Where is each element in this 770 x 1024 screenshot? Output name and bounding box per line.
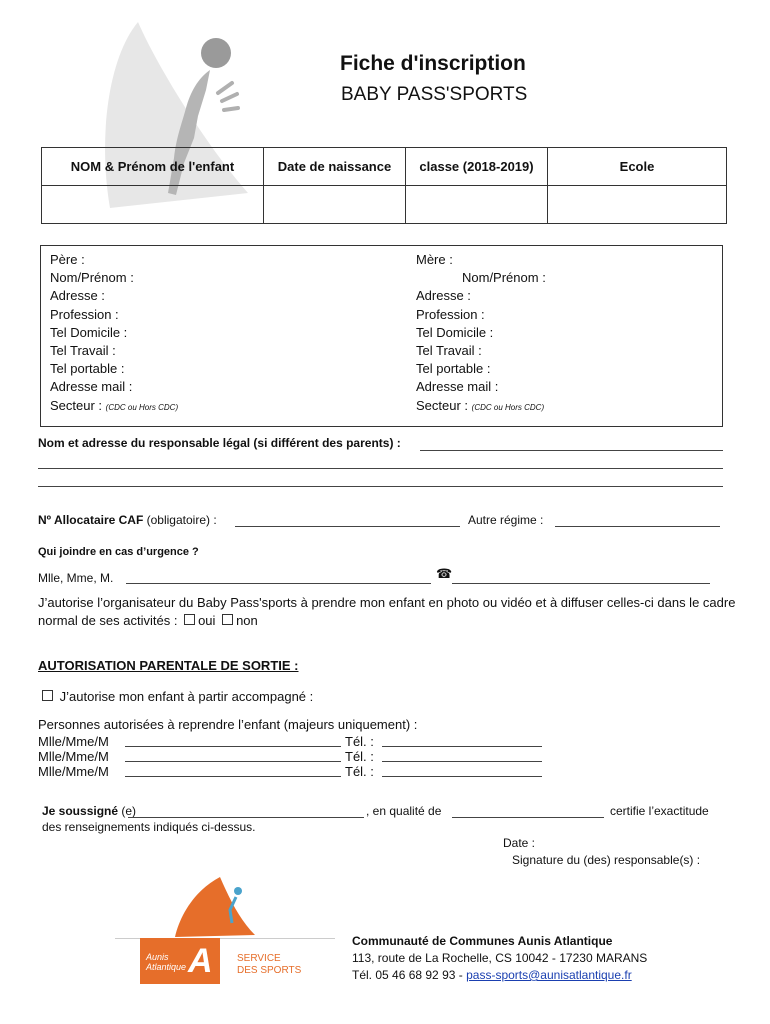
signature-line1: Je soussigné (e)	[42, 804, 137, 818]
table-entry-row	[42, 186, 727, 224]
legal-guardian-label: Nom et adresse du responsable légal (si différent des parents) :	[38, 436, 401, 450]
col-birth-date: Date de naissance	[264, 148, 406, 186]
exit-authorization-heading: AUTORISATION PARENTALE DE SORTIE :	[38, 658, 299, 673]
mother-sector: Secteur : (CDC ou Hors CDC)	[416, 397, 545, 413]
footer-org: Communauté de Communes Aunis Atlantique	[352, 934, 613, 948]
child-info-table	[41, 147, 727, 224]
mother-field: Tel portable :	[416, 361, 491, 377]
legal-guardian-line[interactable]	[38, 468, 723, 469]
authorized-person-row: Mlle/Mme/M	[38, 749, 109, 764]
father-heading: Père :	[50, 252, 85, 267]
footer-email-link[interactable]: pass-sports@aunisatlantique.fr	[466, 968, 632, 982]
person-tel-line[interactable]	[382, 776, 542, 777]
tel-label: Tél. :	[345, 734, 374, 749]
birth-date-cell[interactable]	[264, 186, 406, 224]
tel-labels	[345, 734, 374, 779]
col-class: classe (2018-2019)	[406, 148, 548, 186]
sector-hint: (CDC ou Hors CDC)	[105, 402, 179, 412]
col-child-name: NOM & Prénom de l'enfant	[42, 148, 264, 186]
footer-contact	[352, 933, 647, 984]
father-field: Adresse :	[50, 288, 105, 304]
photo-no-checkbox[interactable]	[222, 614, 233, 625]
photo-no-label: non	[236, 613, 258, 628]
signature-line2: des renseignements indiqués ci-dessus.	[42, 820, 256, 834]
class-cell[interactable]	[406, 186, 548, 224]
school-cell[interactable]	[548, 186, 727, 224]
father-field: Adresse mail :	[50, 379, 133, 395]
col-school: Ecole	[548, 148, 727, 186]
phone-icon: ☎	[436, 566, 453, 581]
caf-label: Nº Allocataire CAF	[38, 513, 144, 527]
photo-consent-text: J’autorise l’organisateur du Baby Pass'sports à prendre mon enfant en photo ou vidéo et à diffuser celles-ci dans le cadre normal de ses activités :	[38, 595, 736, 628]
date-label: Date :	[503, 836, 536, 850]
father-field: Tel Domicile :	[50, 324, 128, 340]
person-tel-line[interactable]	[382, 746, 542, 747]
other-regime-line[interactable]	[555, 526, 720, 527]
form-title: Fiche d'inscription	[340, 52, 526, 75]
service-label: SERVICE DES SPORTS	[237, 953, 302, 976]
mother-field: Profession :	[416, 306, 485, 322]
mother-field: Tel Travail :	[416, 343, 482, 359]
legal-guardian-line[interactable]	[38, 486, 723, 487]
authorized-person-row: Mlle/Mme/M	[38, 764, 109, 779]
mother-field: Adresse mail :	[416, 379, 499, 395]
footer-tel: Tél. 05 46 68 92 93 -	[352, 968, 463, 982]
father-sector: Secteur : (CDC ou Hors CDC)	[50, 397, 179, 413]
service-sail-logo	[170, 875, 260, 939]
logo-text: Aunis Atlantique	[146, 952, 187, 972]
caf-row: Nº Allocataire CAF (obligatoire) :	[38, 513, 217, 527]
mother-field: Adresse :	[416, 288, 471, 304]
person-name-line[interactable]	[125, 746, 341, 747]
footer-tel-row	[352, 967, 647, 984]
tel-label: Tél. :	[345, 749, 374, 764]
footer-address: 113, route de La Rochelle, CS 10042 - 17230 MARANS	[352, 951, 648, 965]
person-name-line[interactable]	[125, 776, 341, 777]
father-field: Profession :	[50, 306, 119, 322]
emergency-heading: Qui joindre en cas d’urgence ?	[38, 546, 199, 558]
mother-field: Nom/Prénom :	[462, 270, 546, 286]
emergency-phone-line[interactable]	[452, 583, 710, 584]
child-name-cell[interactable]	[42, 186, 264, 224]
authorized-persons-list	[38, 734, 109, 779]
sector-hint: (CDC ou Hors CDC)	[471, 402, 545, 412]
signatory-name-line[interactable]	[128, 817, 364, 818]
accompanied-label: J’autorise mon enfant à partir accompagné :	[59, 689, 314, 704]
emergency-prefix: Mlle, Mme, M.	[38, 571, 114, 585]
father-field: Nom/Prénom :	[50, 270, 134, 286]
legal-guardian-line[interactable]	[420, 450, 723, 451]
person-name-line[interactable]	[125, 761, 341, 762]
accompanied-row	[42, 689, 313, 704]
photo-yes-label: oui	[198, 613, 216, 628]
caf-number-line[interactable]	[235, 526, 460, 527]
father-field: Tel Travail :	[50, 343, 116, 359]
accompanied-checkbox[interactable]	[42, 690, 53, 701]
parents-box	[40, 245, 723, 427]
person-tel-line[interactable]	[382, 761, 542, 762]
photo-yes-checkbox[interactable]	[184, 614, 195, 625]
mother-heading: Mère :	[416, 252, 453, 267]
father-column	[50, 251, 178, 417]
authorized-person-row: Mlle/Mme/M	[38, 734, 109, 749]
table-header-row	[42, 148, 727, 186]
tel-label: Tél. :	[345, 764, 374, 779]
persons-label: Personnes autorisées à reprendre l’enfant (majeurs uniquement) :	[38, 717, 418, 732]
father-field: Tel portable :	[50, 361, 125, 377]
photo-consent	[38, 594, 764, 630]
quality-label: , en qualité de	[366, 804, 442, 818]
mother-column	[416, 251, 546, 417]
certify-label: certifie l’exactitude	[610, 804, 709, 818]
form-subtitle: BABY PASS'SPORTS	[341, 84, 528, 105]
emergency-name-line[interactable]	[126, 583, 431, 584]
mother-field: Tel Domicile :	[416, 324, 494, 340]
quality-line[interactable]	[452, 817, 604, 818]
logo-a-mark: A	[188, 942, 213, 980]
other-regime-label: Autre régime :	[468, 513, 544, 527]
signature-label: Signature du (des) responsable(s) :	[512, 853, 701, 867]
aunis-atlantique-logo	[140, 938, 220, 984]
